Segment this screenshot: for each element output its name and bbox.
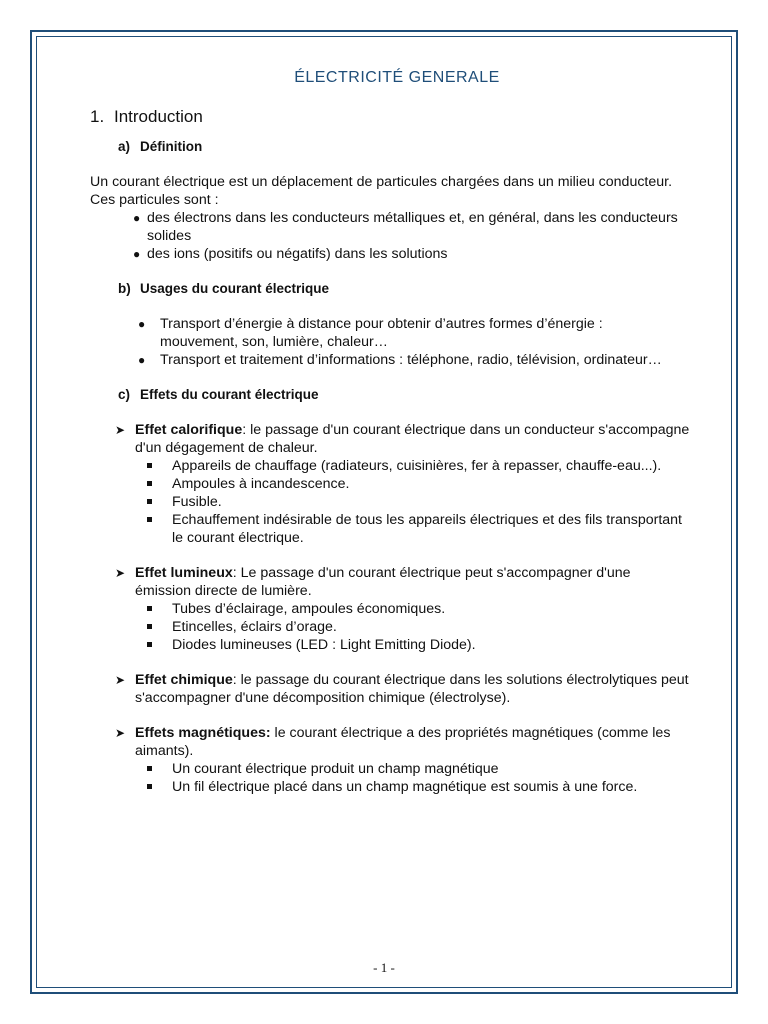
list-item: Diodes lumineuses (LED : Light Emitting Diode). xyxy=(90,636,690,654)
subheading-letter: b) xyxy=(118,281,131,296)
subheading-letter: c) xyxy=(118,387,131,402)
arrow-bullet-icon: ➤ xyxy=(115,726,126,740)
subheading-letter: a) xyxy=(118,139,131,154)
square-bullet-icon xyxy=(147,624,152,629)
bullet-icon: ● xyxy=(133,211,141,225)
effect-luminous: ➤ Effet lumineux: Le passage d'un courant électrique peut s'accompagner d'une émission directe de lumière. xyxy=(115,565,631,599)
arrow-bullet-icon: ➤ xyxy=(115,673,126,687)
arrow-bullet-icon: ➤ xyxy=(115,566,126,580)
list-item: ● Transport et traitement d’informations : téléphone, radio, télévision, ordinateur… xyxy=(138,352,662,368)
bullet-icon: ● xyxy=(138,317,146,331)
definition-paragraph: Un courant électrique est un déplacement de particules chargées dans un milieu conducteur. xyxy=(90,174,673,190)
section-number: 1. xyxy=(90,107,105,126)
list-item: Un courant électrique produit un champ magnétique xyxy=(90,760,690,778)
list-item: Tubes d’éclairage, ampoules économiques. xyxy=(90,600,690,618)
list-item: Echauffement indésirable de tous les appareils électriques et des fils transportant le courant électrique. xyxy=(90,511,690,547)
subheading-usages xyxy=(118,280,690,298)
particles-list xyxy=(90,209,690,263)
bullet-icon: ● xyxy=(133,247,141,261)
list-item: Fusible. xyxy=(90,493,690,511)
square-bullet-icon xyxy=(147,463,152,468)
list-item: ● des électrons dans les conducteurs métalliques et, en général, dans les conducteurs solides xyxy=(133,210,678,244)
arrow-bullet-icon: ➤ xyxy=(115,423,126,437)
effect-calorific: ➤ Effet calorifique: le passage d'un courant électrique dans un conducteur s'accompagne d'un dégagement de chaleur. xyxy=(115,422,690,456)
list-item: ● Transport d’énergie à distance pour obtenir d’autres formes d’énergie : mouvement, son, lumière, chaleur… xyxy=(138,316,619,350)
page-number: - 1 - xyxy=(373,960,395,975)
subheading-definition xyxy=(118,138,690,156)
list-item: Ampoules à incandescence. xyxy=(90,475,690,493)
subheading-effets xyxy=(118,386,690,404)
section-title: Introduction xyxy=(114,107,203,126)
list-item: Un fil électrique placé dans un champ magnétique est soumis à une force. xyxy=(90,778,690,796)
document-title: ÉLECTRICITÉ GENERALE xyxy=(294,69,500,86)
square-bullet-icon xyxy=(147,606,152,611)
square-bullet-icon xyxy=(147,481,152,486)
calorific-examples xyxy=(90,457,690,547)
square-bullet-icon xyxy=(147,517,152,522)
effect-magnetic: ➤ Effets magnétiques: le courant électrique a des propriétés magnétiques (comme les aimants). xyxy=(115,725,671,759)
list-item: ● des ions (positifs ou négatifs) dans les solutions xyxy=(133,246,448,262)
subheading-text: Définition xyxy=(140,139,203,154)
subheading-text: Effets du courant électrique xyxy=(140,387,319,402)
square-bullet-icon xyxy=(147,499,152,504)
bullet-icon: ● xyxy=(138,353,146,367)
magnetic-examples xyxy=(90,760,690,796)
square-bullet-icon xyxy=(147,642,152,647)
luminous-examples xyxy=(90,600,690,654)
effect-chemical: ➤ Effet chimique: le passage du courant électrique dans les solutions électrolytiques peut s'accompagner d'une décomposition chimique (électrolyse). xyxy=(115,672,689,706)
subheading-text: Usages du courant électrique xyxy=(140,281,330,296)
square-bullet-icon xyxy=(147,784,152,789)
particles-intro: Ces particules sont : xyxy=(90,192,219,208)
list-item: Etincelles, éclairs d’orage. xyxy=(90,618,690,636)
usages-list xyxy=(90,315,690,369)
square-bullet-icon xyxy=(147,766,152,771)
section-heading-introduction xyxy=(90,108,690,126)
document-body xyxy=(90,64,690,796)
list-item: Appareils de chauffage (radiateurs, cuisinières, fer à repasser, chauffe-eau...). xyxy=(90,457,690,475)
